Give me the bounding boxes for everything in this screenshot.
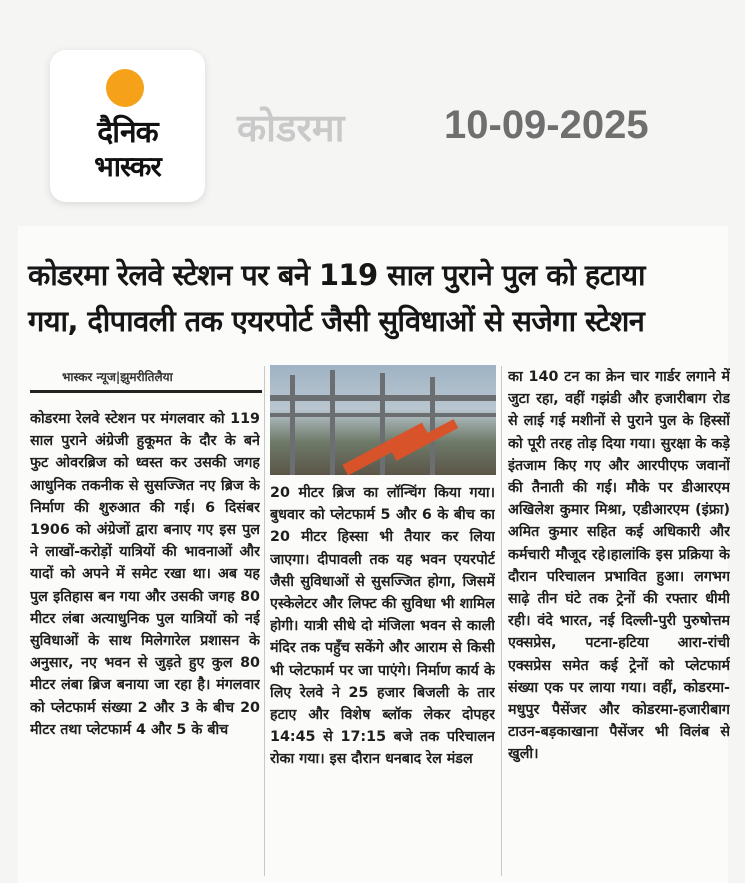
sun-logo-icon — [106, 69, 144, 107]
article-headline — [28, 252, 718, 344]
headline-line-1: कोडरमा रेलवे स्टेशन पर बने 119 साल पुराने पुल को हटाया — [28, 258, 645, 292]
column-divider — [264, 366, 265, 876]
logo-text-line1: दैनिक — [97, 115, 158, 150]
edition-date: 10-09-2025 — [444, 103, 649, 147]
edition-name: कोडरमा — [237, 106, 345, 150]
headline-line-2: गया, दीपावली तक एयरपोर्ट जैसी सुविधाओं से सजेगा स्टेशन — [28, 304, 645, 338]
article-column-1: कोडरमा रेलवे स्टेशन पर मंगलवार को 119 साल पुराने अंग्रेजी हुकूमत के दौर के बने फुट ओवरब्रिज को ध्वस्त कर उसकी जगह आधुनिक तकनीक से सुसज्जित नए ब्रिज के निर्माण की शुरुआत की गई। 6 दिसंबर 1906 को अंग्रेजों द्वारा बनाए गए इस पुल ने लाखों-करोड़ों यात्रियों की भावनाओं और यादों को अपने में समेट रखा था। अब यह पुल इतिहास बन गया और उसकी जगह 80 मीटर लंबा अत्याधुनिक पुल यात्रियों को नई सुविधाओं के साथ मिलेगारेल प्रशासन के अनुसार, नए भवन से जुड़ते हुए कुल 80 मीटर लंबा ब्रिज बनाया जा रहा है। मंगलवार को प्लेटफार्म संख्या 2 और 3 के बीच 20 मीटर तथा प्लेटफार्म 4 और 5 के बीच — [30, 411, 260, 738]
bridge-construction-photo — [270, 365, 496, 475]
byline: भास्कर न्यूज|झुमरीतिलैया — [62, 370, 173, 384]
column-divider — [501, 366, 502, 876]
logo-text-line2: भास्कर — [94, 150, 161, 183]
byline-rule — [30, 390, 262, 393]
article-column-2: 20 मीटर ब्रिज का लॉन्चिंग किया गया। बुधवार को प्लेटफार्म 5 और 6 के बीच का 20 मीटर हिस्सा भी तैयार कर लिया जाएगा। दीपावली तक यह भवन एयरपोर्ट जैसी सुविधाओं से सुसज्जित होगा, जिसमें एस्केलेटर और लिफ्ट की सुविधा भी शामिल होगी। यात्री सीधे दो मंजिला भवन से काली मंदिर तक पहुँच सकेंगे और आराम से किसी भी प्लेटफार्म पर जा पाएंगे। निर्माण कार्य के लिए रेलवे ने 25 हजार बिजली के तार हटाए और विशेष ब्लॉक लेकर दोपहर 14:45 से 17:15 बजे तक परिचालन रोका गया। इस दौरान धनबाद रेल मंडल — [270, 485, 495, 768]
article-column-3: का 140 टन का क्रेन चार गार्डर लगाने में जुटा रहा, वहीं गझंडी और हजारीबाग रोड से लाई गई मशीनों से पुराने पुल के हिस्सों को पूरी तरह तोड़ दिया गया। सुरक्षा के कड़े इंतजाम किए गए और आरपीएफ जवानों की तैनाती की गई। मौके पर डीआरएम अखिलेश कुमार मिश्रा, एडीआरएम (इंफ्रा) अमित कुमार सहित कई अधिकारी और कर्मचारी मौजूद रहे।हालांकि इस प्रक्रिया के दौरान परिचालन प्रभावित हुआ। लगभग साढ़े तीन घंटे तक ट्रेनों की रफ्तार धीमी रही। वंदे भारत, नई दिल्ली-पुरी पुरुषोत्तम एक्सप्रेस, पटना-हटिया आरा-रांची एक्सप्रेस समेत कई ट्रेनों को प्लेटफार्म संख्या एक पर लाया गया। वहीं, कोडरमा-मधुपुर पैसेंजर और कोडरमा-हजारीबाग टाउन-बड़काखाना पैसेंजर भी विलंब से खुली। — [508, 369, 730, 763]
